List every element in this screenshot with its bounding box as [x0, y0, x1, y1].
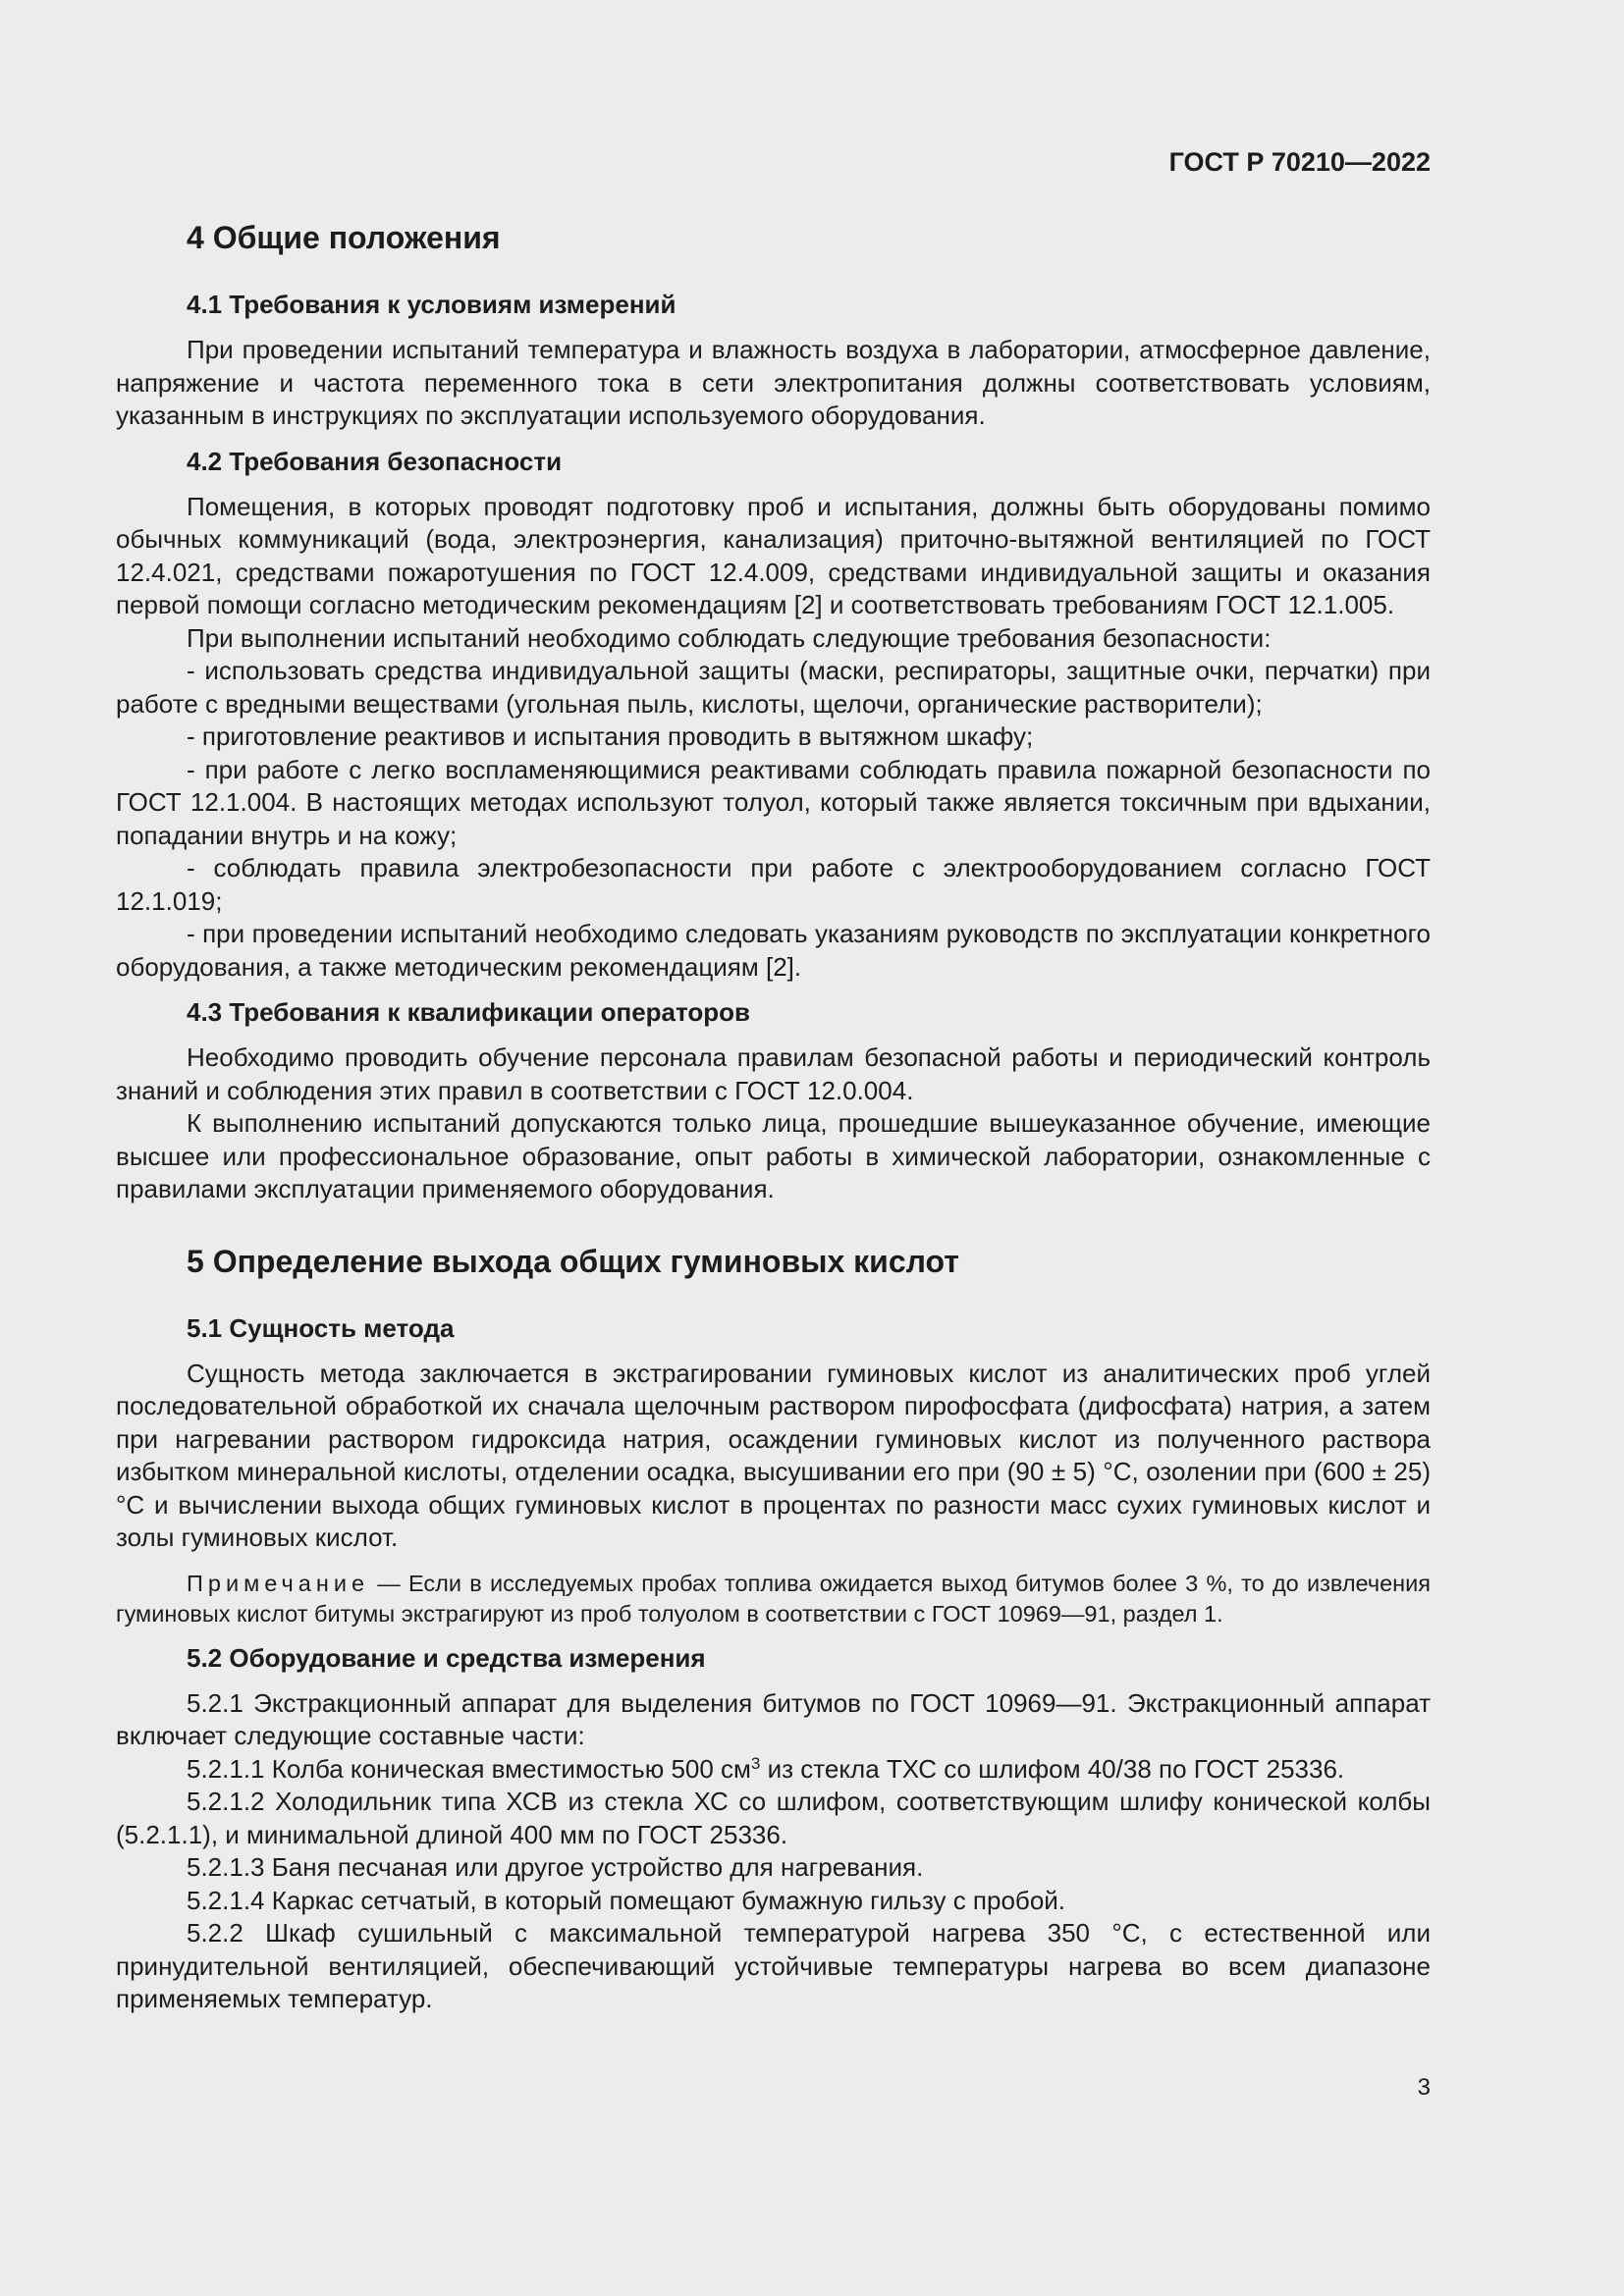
paragraph: Сущность метода заключается в экстрагировании гуминовых кислот из аналитических проб углей последовательной обработкой их сначала щелочным раствором пирофосфата (дифосфата) натрия, а затем при нагревании раствором гидроксида натрия, осаждении гуминовых кислот из полученного раствора избытком минеральной кислоты, отделении осадка, высушивании его при (90 ± 5) °С, озолении при (600 ± 25) °С и вычислении выхода общих гуминовых кислот в процентах по разности масс сухих гуминовых кислот и золы гуминовых кислот.: [116, 1358, 1431, 1552]
text-fragment: из стекла ТХС со шлифом 40/38 по ГОСТ 25336.: [760, 1753, 1345, 1784]
list-item: - использовать средства индивидуальной защиты (маски, респираторы, защитные очки, перчатки) при работе с вредными веществами (угольная пыль, кислоты, щелочи, органические растворители);: [116, 656, 1431, 719]
paragraph: При выполнении испытаний необходимо соблюдать следующие требования безопасности:: [187, 622, 1272, 653]
list-item: - при работе с легко воспламеняющимися реактивами соблюдать правила пожарной безопасности по ГОСТ 12.1.004. В настоящих методах используют толуол, который также является токсичным при вдыхании, попадании внутрь и на кожу;: [116, 754, 1431, 850]
subsection-4-2-title: 4.2 Требования безопасности: [187, 446, 563, 476]
paragraph: 5.2.1.4 Каркас сетчатый, в который помещают бумажную гильзу с пробой.: [187, 1885, 1066, 1915]
document-body: [116, 220, 1431, 2016]
section-4-title: 4 Общие положения: [187, 220, 501, 255]
document-code: ГОСТ Р 70210—2022: [1168, 147, 1431, 177]
superscript: 3: [750, 1753, 761, 1773]
note-text: — Если в исследуемых пробах топлива ожидается выход битумов более 3 %, то до извлечения гуминовых кислот битумы экстрагируют из проб толуолом в соответствии с ГОСТ 10969—91, раздел 1.: [116, 1570, 1431, 1627]
list-item: - соблюдать правила электробезопасности при работе с электрооборудованием согласно ГОСТ 12.1.019;: [116, 853, 1431, 916]
paragraph: 5.2.1.2 Холодильник типа ХСВ из стекла ХС со шлифом, соответствующим шлифу конической колбы (5.2.1.1), и минимальной длиной 400 мм по ГОСТ 25336.: [116, 1787, 1431, 1849]
paragraph: 5.2.1 Экстракционный аппарат для выделения битумов по ГОСТ 10969—91. Экстракционный аппарат включает следующие составные части:: [116, 1687, 1431, 1750]
paragraph: [116, 1753, 1431, 1787]
paragraph: К выполнению испытаний допускаются только лица, прошедшие вышеуказанное обучение, имеющие высшее или профессиональное образование, опыт работы в химической лаборатории, ознакомленные с правилами эксплуатации применяемого оборудования.: [116, 1108, 1431, 1203]
paragraph: Необходимо проводить обучение персонала правилам безопасной работы и периодический контроль знаний и соблюдения этих правил в соответствии с ГОСТ 12.0.004.: [116, 1042, 1431, 1105]
paragraph: При проведении испытаний температура и влажность воздуха в лаборатории, атмосферное давление, напряжение и частота переменного тока в сети электропитания должны соответствовать условиям, указанным в инструкциях по эксплуатации используемого оборудования.: [116, 335, 1431, 430]
paragraph: Помещения, в которых проводят подготовку проб и испытания, должны быть оборудованы помимо обычных коммуникаций (вода, электроэнергия, канализация) приточно-вытяжной вентиляцией по ГОСТ 12.4.021, средствами пожаротушения по ГОСТ 12.4.009, средствами индивидуальной защиты и оказания первой помощи согласно методическим рекомендациям [2] и соответствовать требованиям ГОСТ 12.1.005.: [116, 491, 1431, 619]
text-fragment: 5.2.1.1 Колба коническая вместимостью 500 см: [187, 1753, 751, 1784]
subsection-5-2-title: 5.2 Оборудование и средства измерения: [187, 1642, 706, 1673]
paragraph: 5.2.1.3 Баня песчаная или другое устройство для нагревания.: [187, 1852, 924, 1882]
paragraph: 5.2.2 Шкаф сушильный с максимальной температурой нагрева 350 °С, с естественной или принудительной вентиляцией, обеспечивающий устойчивые температуры нагрева во всем диапазоне применяемых температур.: [116, 1918, 1431, 2013]
subsection-4-1-title: 4.1 Требования к условиям измерений: [187, 290, 677, 319]
section-5-title: 5 Определение выхода общих гуминовых кислот: [187, 1243, 959, 1279]
note: [116, 1569, 1431, 1629]
list-item: - приготовление реактивов и испытания проводить в вытяжном шкафу;: [187, 721, 1034, 751]
subsection-5-1-title: 5.1 Сущность метода: [187, 1312, 455, 1343]
list-item: - при проведении испытаний необходимо следовать указаниям руководств по эксплуатации конкретного оборудования, а также методическим рекомендациям [2].: [116, 919, 1431, 982]
page-number: 3: [1417, 2074, 1431, 2101]
subsection-4-3-title: 4.3 Требования к квалификации операторов: [187, 997, 751, 1027]
note-label: Примечание: [187, 1570, 370, 1596]
